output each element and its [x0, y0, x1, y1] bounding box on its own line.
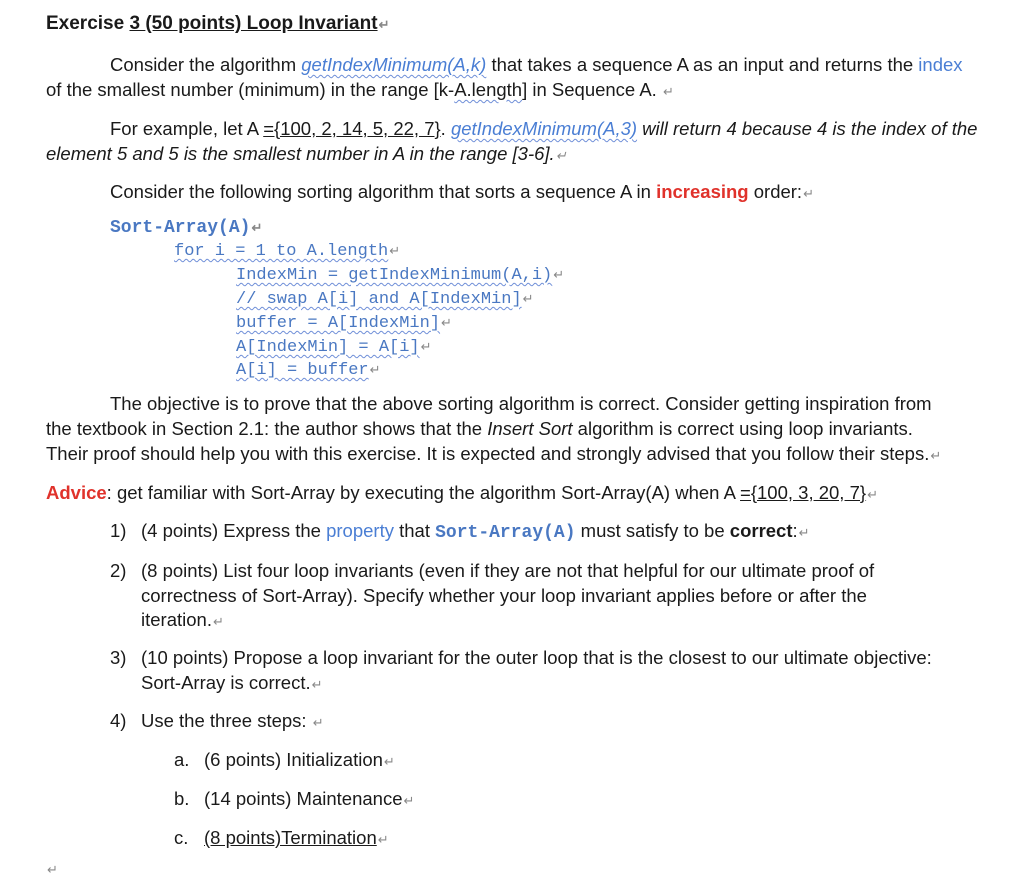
text: iteration. [141, 609, 212, 630]
question-2-line-1 [141, 559, 874, 583]
paragraph-1-line-2 [46, 78, 674, 104]
pilcrow-mark: ↵ [311, 677, 323, 692]
code-header [110, 216, 262, 241]
property-highlight: property [326, 520, 394, 541]
pilcrow-mark: ↵ [378, 17, 390, 32]
text: algorithm is correct using loop invariants. [572, 418, 913, 439]
text: (4 points) Express the [141, 520, 327, 541]
title-number: 3 [129, 13, 146, 34]
advice-label: Advice [46, 482, 107, 503]
insert-sort-text: Insert Sort [487, 418, 573, 439]
text: (14 points) Maintenance [204, 788, 403, 809]
text: correct [729, 520, 793, 541]
pilcrow-mark: ↵ [867, 487, 878, 502]
code-line-2 [236, 264, 564, 288]
increasing-highlight: increasing [656, 181, 749, 202]
title-rest: (50 points) Loop Invariant [145, 13, 378, 34]
pilcrow-mark: ↵ [930, 448, 942, 463]
question-2 [110, 559, 126, 583]
question-4 [110, 709, 126, 733]
text: Consider the following sorting algorithm that sorts a sequence A in [110, 181, 657, 202]
text: ] in Sequence A. [522, 79, 662, 100]
text: order: [748, 181, 803, 202]
item-number: 2) [110, 560, 127, 581]
text: (10 points) Propose a loop invariant for the outer loop that is the closest to our ultimate objective: [141, 647, 932, 668]
pilcrow-mark: ↵ [555, 148, 567, 163]
question-3-line-2 [141, 671, 323, 697]
paragraph-4-line-1 [110, 392, 932, 416]
text: c. [174, 827, 189, 848]
text: correctness of Sort-Array). Specify whether your loop invariant applies before or after the [141, 585, 867, 606]
set-literal: ={100, 3, 20, 7} [740, 482, 867, 503]
pilcrow-mark: ↵ [251, 221, 263, 236]
question-1 [110, 519, 126, 543]
text: Use the three steps: [141, 710, 312, 731]
code-line-6 [236, 359, 381, 383]
paragraph-2-line-1 [110, 117, 977, 141]
title-prefix: Exercise [46, 13, 130, 34]
pilcrow-mark: ↵ [662, 84, 674, 99]
text: Sort-Array is correct. [141, 672, 311, 693]
text: (8 points) List four loop invariants (even if they are not that helpful for our ultimate proof of [141, 560, 875, 581]
paragraph-2-line-2 [46, 142, 567, 168]
text: that [393, 520, 436, 541]
question-4-text [141, 709, 324, 735]
code-reference: Sort-Array(A) [435, 523, 576, 543]
pilcrow-mark: ↵ [441, 316, 452, 331]
sub-item-c [204, 826, 389, 852]
question-3-line-1 [141, 646, 932, 670]
function-reference: getIndexMinimum(A,3) [450, 118, 638, 139]
sub-item-b [204, 787, 414, 813]
pilcrow-mark: ↵ [803, 186, 814, 201]
item-number: 4) [110, 710, 127, 731]
sub-item-b-letter [174, 787, 189, 811]
text: of the smallest number (minimum) in the range [k- [46, 79, 455, 100]
text: must satisfy to be [575, 520, 730, 541]
text: The objective is to prove that the above sorting algorithm is correct. Consider getting inspiration from [110, 393, 932, 414]
pilcrow-mark: ↵ [369, 363, 381, 378]
pilcrow-mark: ↵ [312, 715, 324, 730]
pilcrow-mark: ↵ [383, 754, 395, 769]
pilcrow-mark: ↵ [377, 832, 389, 847]
code-text: buffer = A[IndexMin] [236, 314, 441, 333]
question-2-line-2 [141, 584, 867, 608]
text: Consider the algorithm [110, 54, 302, 75]
code-text: Sort-Array(A) [110, 218, 251, 238]
text: a. [174, 749, 190, 770]
pilcrow-mark: ↵ [389, 244, 401, 259]
function-reference: getIndexMinimum(A,k) [301, 54, 487, 75]
text: (6 points) Initialization [204, 749, 383, 770]
item-number: 3) [110, 647, 127, 668]
code-text: // swap A[i] and A[IndexMin] [236, 290, 522, 309]
code-line-5 [236, 336, 432, 360]
pilcrow-mark: ↵ [47, 862, 58, 877]
pilcrow-mark: ↵ [420, 340, 432, 355]
code-text: for i = 1 to A.length [174, 242, 389, 261]
exercise-title [46, 12, 389, 37]
text: that takes a sequence A as an input and returns the [486, 54, 919, 75]
code-text: IndexMin = getIndexMinimum(A,i) [236, 266, 553, 285]
index-highlight: index [918, 54, 963, 75]
question-1-text [141, 519, 810, 545]
length-reference: A.length [454, 79, 523, 100]
pilcrow-mark: ↵ [798, 525, 810, 540]
trailing-pilcrow [46, 856, 58, 882]
pilcrow-mark: ↵ [403, 793, 415, 808]
code-text: A[IndexMin] = A[i] [236, 338, 420, 357]
sub-item-c-letter [174, 826, 188, 850]
code-line-4 [236, 312, 452, 336]
set-literal: ={100, 2, 14, 5, 22, 7} [263, 118, 441, 139]
pilcrow-mark: ↵ [212, 614, 224, 629]
text: (8 points)Termination [204, 827, 377, 848]
text: will return 4 because 4 is the index of the [637, 118, 978, 139]
code-line-1 [174, 240, 400, 264]
text: element 5 and 5 is the smallest number in A in the range [3-6]. [46, 143, 555, 164]
sub-item-a-letter [174, 748, 189, 772]
text: For example, let A [110, 118, 264, 139]
question-2-line-3 [141, 608, 224, 634]
code-text: A[i] = buffer [236, 361, 369, 380]
sub-item-a [204, 748, 395, 774]
text: b. [174, 788, 190, 809]
text: the textbook in Section 2.1: the author shows that the [46, 418, 488, 439]
advice-line [46, 481, 878, 507]
pilcrow-mark: ↵ [522, 292, 534, 307]
item-number: 1) [110, 520, 127, 541]
pilcrow-mark: ↵ [553, 268, 565, 283]
text: . [440, 118, 451, 139]
question-3 [110, 646, 126, 670]
paragraph-4-line-2 [46, 417, 913, 441]
paragraph-4-line-3 [46, 442, 941, 468]
text: Their proof should help you with this exercise. It is expected and strongly advised that you follow their steps. [46, 443, 930, 464]
paragraph-1-line-1 [110, 53, 963, 77]
text: : get familiar with Sort-Array by executing the algorithm Sort-Array(A) when A [106, 482, 741, 503]
code-line-3 [236, 288, 534, 312]
paragraph-3 [110, 180, 814, 206]
text: : [792, 520, 798, 541]
